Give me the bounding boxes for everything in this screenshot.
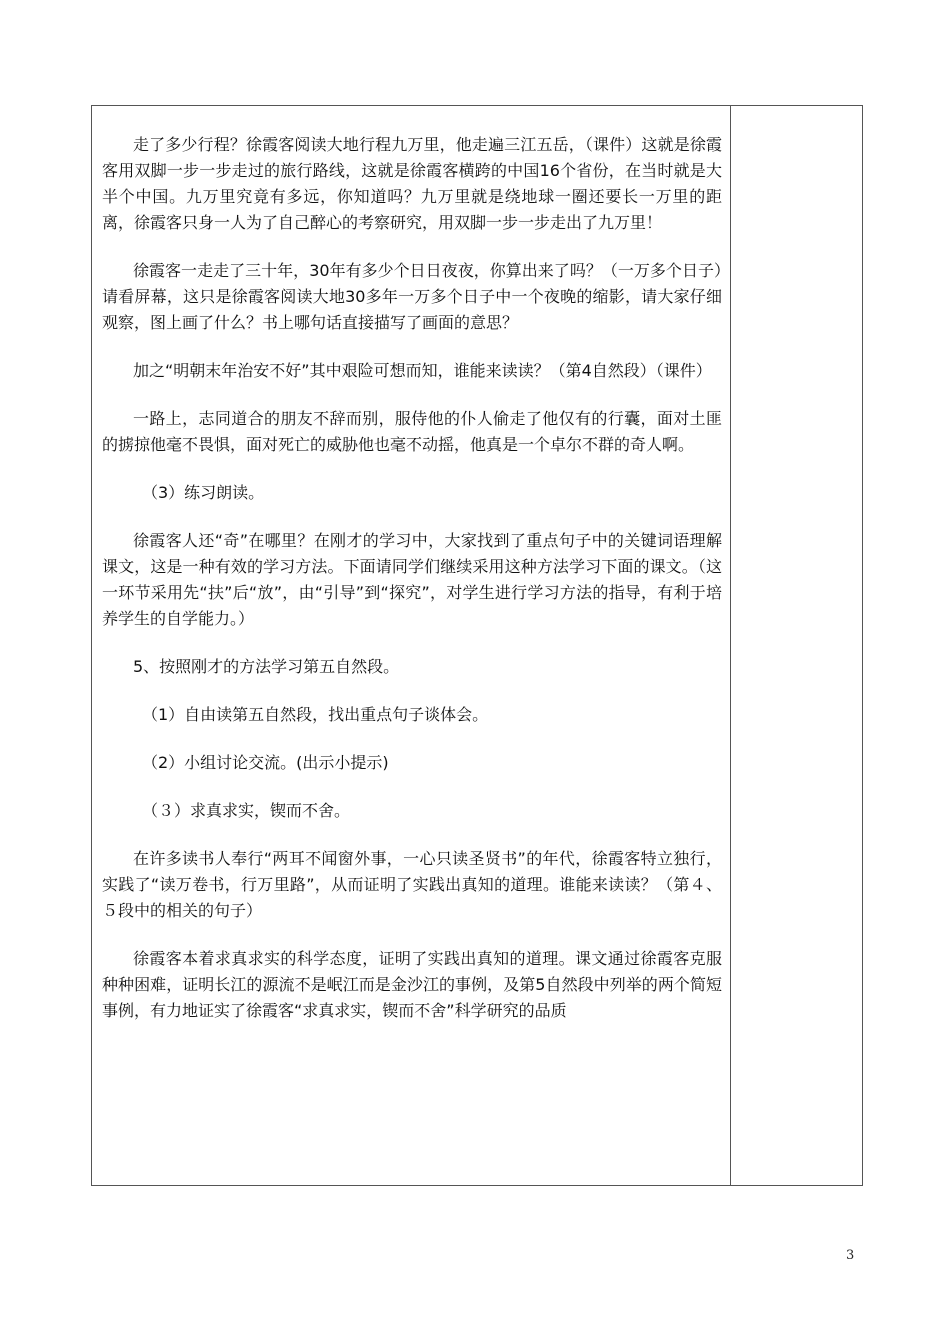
lesson-table: [91, 105, 863, 1186]
paragraph-method: 徐霞客人还“奇”在哪里？在刚才的学习中，大家找到了重点句子中的关键词语理解课文，这是一种有效的学习方法。下面请同学们继续采用这种方法学习下面的课文。（这一环节采用先“扶”后“放”，由“引导”到“探究”，对学生进行学习方法的指导，有利于培养学生的自学能力。）: [102, 531, 722, 628]
paragraph-group-discussion: （2）小组讨论交流。(出示小提示): [142, 753, 389, 772]
notes-cell: [732, 106, 862, 1185]
lesson-content-cell: [92, 106, 731, 1185]
paragraph-practice-reading: （3）练习朗读。: [142, 483, 265, 502]
paragraph-along-the-road: 一路上，志同道合的朋友不辞而别，服侍他的仆人偷走了他仅有的行囊，面对土匪的掳掠他毫不畏惧，面对死亡的威胁他也毫不动摇，他真是一个卓尔不群的奇人啊。: [102, 409, 722, 454]
paragraph-late-ming: 加之“明朝末年治安不好”其中艰险可想而知，谁能来读读？（第4自然段）（课件）: [133, 361, 712, 380]
paragraph-thirty-years: 徐霞客一走走了三十年，30年有多少个日日夜夜，你算出来了吗？（一万多个日子）请看屏幕，这只是徐霞客阅读大地30多年一万多个日子中一个夜晚的缩影，请大家仔细观察，图上画了什么？书上哪句话直接描写了画面的意思？: [102, 261, 722, 332]
paragraph-step-5: 5、按照刚才的方法学习第五自然段。: [133, 657, 400, 676]
paragraph-journey-distance: 走了多少行程？徐霞客阅读大地行程九万里，他走遍三江五岳，（课件）这就是徐霞客用双脚一步一步走过的旅行路线，这就是徐霞客横跨的中国16个省份，在当时就是大半个中国。九万里究竟有多远，你知道吗？九万里就是绕地球一圈还要长一万里的距离，徐霞客只身一人为了自己醉心的考察研究，用双脚一步一步走出了九万里！: [102, 135, 722, 232]
paragraph-independent: 在许多读书人奉行“两耳不闻窗外事，一心只读圣贤书”的年代，徐霞客特立独行，实践了“读万卷书，行万里路”，从而证明了实践出真知的道理。谁能来读读？（第４、５段中的相关的句子）: [102, 849, 722, 920]
paragraph-free-reading: （1）自由读第五自然段，找出重点句子谈体会。: [142, 705, 489, 724]
paragraph-scientific-attitude: 徐霞客本着求真求实的科学态度，证明了实践出真知的道理。课文通过徐霞客克服种种困难，证明长江的源流不是岷江而是金沙江的事例，及第5自然段中列举的两个简短事例，有力地证实了徐霞客“求真求实，锲而不舍”科学研究的品质: [102, 949, 722, 1020]
page-number: 3: [846, 1248, 855, 1263]
paragraph-seek-truth: （３）求真求实，锲而不舍。: [142, 801, 351, 820]
